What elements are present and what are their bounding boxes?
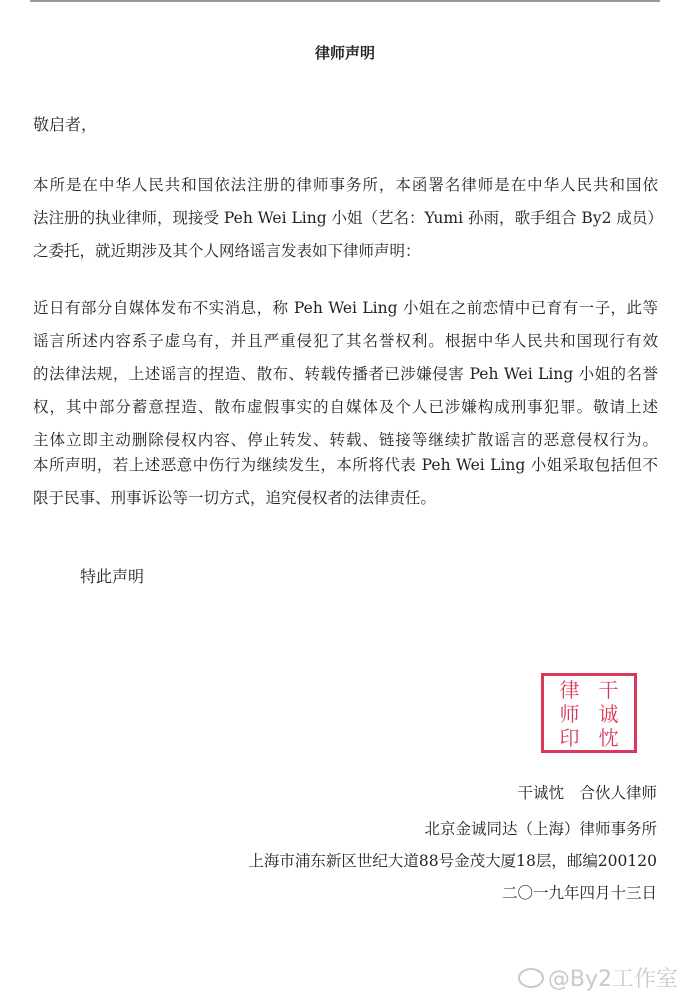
weibo-watermark: [518, 962, 678, 993]
seal-char: 忱: [598, 726, 619, 750]
text-line: 主体立即主动删除侵权内容、停止转发、转载、链接等继续扩散谣言的恶意侵权行为。: [33, 431, 658, 449]
text-line: 权，其中部分蓄意捏造、散布虚假事实的自媒体及个人已涉嫌构成刑事犯罪。敬请上述: [33, 398, 658, 416]
top-border: [30, 0, 660, 2]
closing-statement: 特此声明: [80, 567, 145, 586]
seal-char: 印: [559, 726, 580, 750]
paragraph-3: [33, 455, 658, 521]
text-line: 本所是在中华人民共和国依法注册的律师事务所，本函署名律师是在中华人民共和国依: [33, 176, 658, 194]
text-line: 限于民事、刑事诉讼等一切方式，追究侵权者的法律责任。: [33, 489, 437, 507]
seal-char: 干: [598, 678, 619, 702]
seal-char: 律: [559, 678, 580, 702]
text-line: 近日有部分自媒体发布不实消息，称 Peh Wei Ling 小姐在之前恋情中已育有一子，此等: [33, 299, 658, 317]
text-line: 本所声明，若上述恶意中伤行为继续发生，本所将代表 Peh Wei Ling 小姐采取包括但不: [33, 456, 658, 474]
seal-char: 师: [559, 702, 580, 726]
text-line: 之委托，就近期涉及其个人网络谣言发表如下律师声明：: [33, 242, 421, 260]
weibo-logo-icon: [518, 968, 544, 988]
signature-date: 二〇一九年四月十三日: [501, 884, 657, 902]
text-line: 的法律法规，上述谣言的捏造、散布、转载传播者已涉嫌侵害 Peh Wei Ling 小姐的名誉: [33, 365, 658, 383]
document-title: 律师声明: [314, 44, 375, 62]
lawyer-seal-stamp: [541, 673, 637, 753]
paragraph-2: [33, 298, 658, 463]
signature-lawyer: 干诚忱 合伙人律师: [517, 784, 657, 802]
signature-address: 上海市浦东新区世纪大道88号金茂大厦18层，邮编200120: [248, 852, 657, 870]
paragraph-1: [33, 175, 663, 274]
text-line: 法注册的执业律师，现接受 Peh Wei Ling 小姐（艺名：Yumi 孙雨，歌手组合 By2 成员）: [33, 209, 663, 227]
text-line: 谣言所述内容系子虚乌有，并且严重侵犯了其名誉权利。根据中华人民共和国现行有效: [33, 332, 658, 350]
seal-char: 诚: [598, 702, 619, 726]
greeting: 敬启者，: [33, 115, 98, 134]
signature-firm: 北京金诚同达（上海）律师事务所: [424, 820, 657, 838]
watermark-text: @By2工作室: [547, 967, 678, 992]
